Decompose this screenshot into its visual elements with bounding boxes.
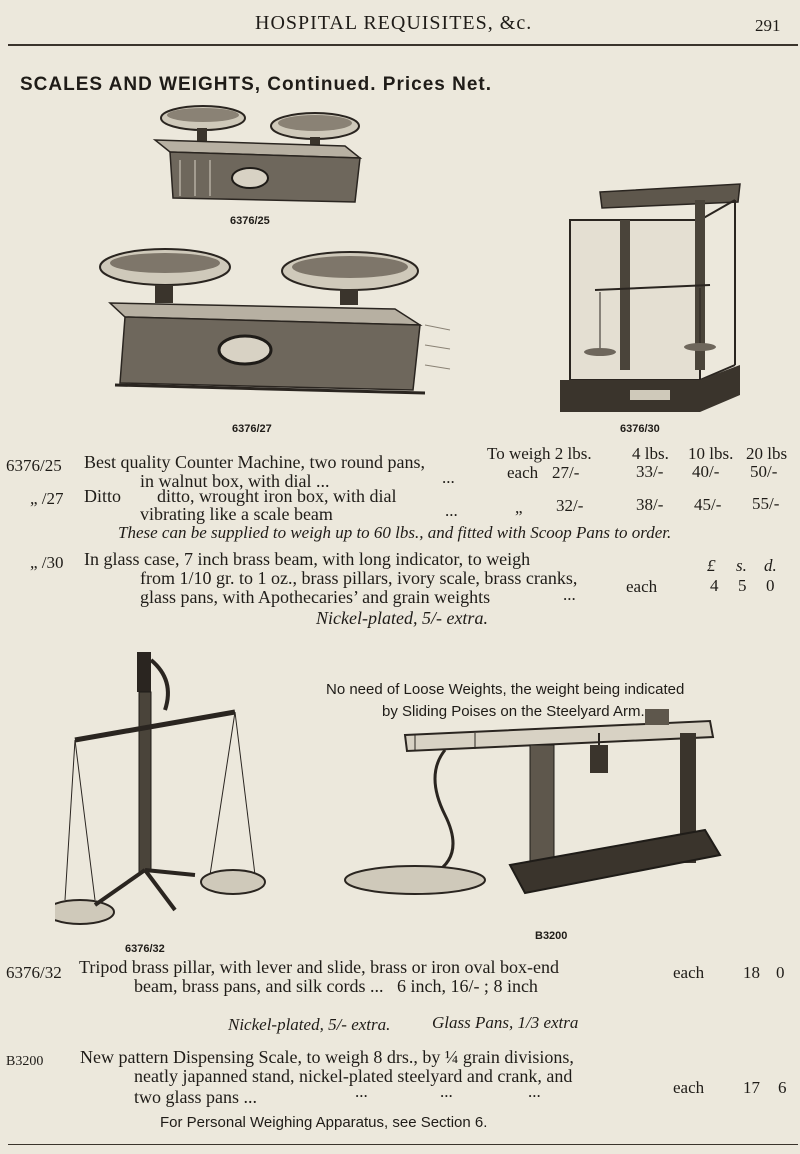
item-ditto-6376-27: „ — [515, 498, 523, 517]
item-code-6376-32: 6376/32 — [6, 963, 62, 982]
price-6376-25-20lbs: 50/- — [750, 462, 778, 481]
item-each-6376-25: each — [507, 463, 539, 482]
item-desc-b3200-line3: two glass pans ... — [134, 1087, 257, 1107]
counter-scale-small-illustration — [145, 100, 375, 210]
steelyard-note-line1: No need of Loose Weights, the weight being indicated — [326, 681, 685, 698]
item-dots-6376-27: ... — [445, 501, 458, 520]
page-number: 291 — [755, 16, 781, 35]
currency-shillings: s. — [736, 556, 747, 575]
item-code-6376-25: 6376/25 — [6, 456, 62, 475]
personal-weighing-note: For Personal Weighing Apparatus, see Section 6. — [160, 1114, 488, 1131]
item-desc-b3200-line1: New pattern Dispensing Scale, to weigh 8 drs., by ¼ grain divisions, — [80, 1047, 574, 1067]
price-6376-27-20lbs: 55/- — [752, 494, 780, 513]
item-desc-6376-27-line1: Ditto ditto, wrought iron box, with dial — [84, 486, 397, 506]
price-6376-27-2lbs: 32/- — [556, 496, 584, 515]
counter-scale-large-illustration — [95, 245, 455, 415]
item-dots-6376-25: ... — [442, 468, 455, 487]
item-dots-b3200-1: ... — [355, 1082, 368, 1101]
item-desc-6376-30-line3: glass pans, with Apothecaries’ and grain weights — [140, 587, 491, 607]
price-6376-27-10lbs: 45/- — [694, 495, 722, 514]
glass-case-balance-illustration — [560, 180, 750, 415]
item-desc-6376-32-line2: beam, brass pans, and silk cords ... 6 inch, 16/- ; 8 inch — [134, 976, 538, 996]
running-title: HOSPITAL REQUISITES, &c. — [255, 12, 533, 34]
item-each-6376-32: each — [673, 963, 705, 982]
price-b3200-shillings: 17 — [743, 1078, 760, 1097]
currency-pounds: £ — [707, 556, 716, 575]
item-desc-b3200-line2: neatly japanned stand, nickel-plated steelyard and crank, and — [134, 1066, 573, 1086]
price-6376-32-pence: 0 — [776, 963, 785, 982]
footer-rule — [8, 1144, 798, 1145]
price-6376-27-4lbs: 38/- — [636, 495, 664, 514]
item-desc-6376-32-line1: Tripod brass pillar, with lever and slide, brass or iron oval box-end — [79, 957, 560, 977]
weight-header-4lbs: 4 lbs. — [632, 444, 669, 463]
weight-header-20lbs: 20 lbs — [746, 444, 788, 463]
item-code-b3200: B3200 — [6, 1054, 44, 1069]
price-6376-25-2lbs: 27/- — [552, 463, 580, 482]
item-each-6376-30: each — [626, 577, 658, 596]
price-6376-25-10lbs: 40/- — [692, 462, 720, 481]
figure-label-6376-27: 6376/27 — [232, 423, 272, 435]
figure-label-6376-25: 6376/25 — [230, 215, 270, 227]
price-b3200-pence: 6 — [778, 1078, 787, 1097]
steelyard-note-line2: by Sliding Poises on the Steelyard Arm. — [382, 703, 645, 720]
glass-pans-note-6376-32: Glass Pans, 1/3 extra — [432, 1013, 579, 1032]
price-6376-32-shillings: 18 — [743, 963, 760, 982]
figure-label-6376-30: 6376/30 — [620, 423, 660, 435]
dispensing-steelyard-scale-illustration — [335, 705, 735, 915]
item-code-6376-27: „ /27 — [30, 489, 64, 508]
price-6376-30-pounds: 4 — [710, 576, 719, 595]
item-code-6376-30: „ /30 — [30, 553, 64, 572]
nickel-plated-note-6376-30: Nickel-plated, 5/- extra. — [316, 608, 488, 628]
item-desc-6376-30-line2: from 1/10 gr. to 1 oz., brass pillars, ivory scale, brass cranks, — [140, 568, 578, 588]
weight-header-10lbs: 10 lbs. — [688, 444, 734, 463]
capacity-note: These can be supplied to weigh up to 60 lbs., and fitted with Scoop Pans to order. — [118, 523, 672, 542]
item-dots-b3200-2: ... — [440, 1082, 453, 1101]
item-desc-6376-25-line2: in walnut box, with dial ... — [140, 471, 330, 491]
item-desc-6376-27-line2: vibrating like a scale beam — [140, 504, 333, 524]
item-dots-b3200-3: ... — [528, 1082, 541, 1101]
price-6376-25-4lbs: 33/- — [636, 462, 664, 481]
section-title: SCALES AND WEIGHTS, Continued. Prices Net. — [20, 74, 493, 95]
price-6376-30-pence: 0 — [766, 576, 775, 595]
item-desc-6376-25-line1: Best quality Counter Machine, two round pans, — [84, 452, 425, 472]
item-each-b3200: each — [673, 1078, 705, 1097]
tripod-balance-illustration — [55, 650, 275, 930]
figure-label-6376-32: 6376/32 — [125, 943, 165, 955]
figure-label-b3200: B3200 — [535, 930, 568, 942]
item-desc-6376-30-line1: In glass case, 7 inch brass beam, with long indicator, to weigh — [84, 549, 531, 569]
currency-pence: d. — [764, 556, 777, 575]
header-rule — [8, 44, 798, 46]
item-dots-6376-30: ... — [563, 585, 576, 604]
price-6376-30-shillings: 5 — [738, 576, 747, 595]
weight-header-2lbs: To weigh 2 lbs. — [487, 444, 592, 463]
nickel-plated-note-6376-32: Nickel-plated, 5/- extra. — [228, 1015, 391, 1034]
